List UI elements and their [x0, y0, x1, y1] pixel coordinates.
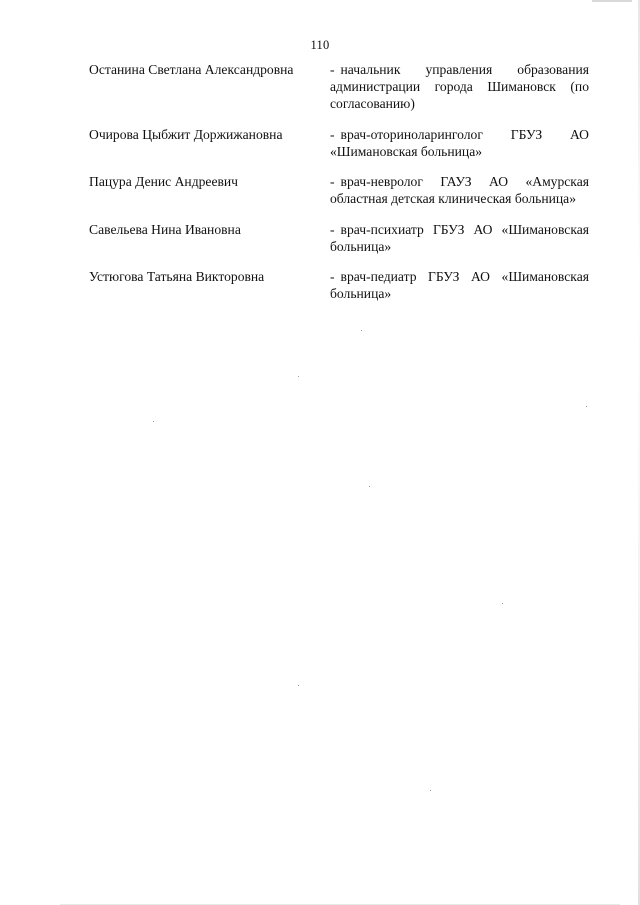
scan-speck	[430, 790, 431, 791]
member-role-text: врач-психиатр ГБУЗ АО «Шимановская больница»	[330, 222, 589, 254]
member-role-text: врач-невролог ГАУЗ АО «Амурская областная детская клиническая больница»	[330, 174, 589, 206]
member-name: Останина Светлана Александровна	[89, 62, 294, 77]
scan-speck	[298, 376, 299, 377]
scan-speck	[502, 603, 503, 604]
scan-speck	[298, 685, 299, 686]
member-name: Пацура Денис Андреевич	[89, 174, 239, 189]
dash-separator: -	[330, 174, 335, 189]
scan-speck	[153, 421, 154, 422]
scan-speck	[369, 486, 370, 487]
member-name: Устюгова Татьяна Викторовна	[89, 269, 265, 284]
member-name: Савельева Нина Ивановна	[89, 222, 241, 237]
page-number: 110	[310, 38, 330, 52]
member-role	[330, 126, 589, 160]
member-name: Очирова Цыбжит Доржижановна	[89, 127, 283, 142]
scan-corner-mark	[592, 0, 632, 2]
member-role-text: врач-педиатр ГБУЗ АО «Шимановская больница»	[330, 269, 589, 301]
member-role-text: врач-оториноларинголог ГБУЗ АО «Шимановская больница»	[330, 127, 589, 159]
member-role-text: начальник управления образования администрации города Шимановск (по согласованию)	[330, 62, 589, 111]
scan-speck	[586, 406, 587, 407]
member-role	[330, 221, 589, 255]
dash-separator: -	[330, 62, 335, 77]
dash-separator: -	[330, 222, 335, 237]
dash-separator: -	[330, 269, 335, 284]
member-role	[330, 173, 589, 207]
member-role	[330, 268, 589, 302]
dash-separator: -	[330, 127, 335, 142]
scan-speck	[361, 330, 362, 331]
member-role	[330, 61, 589, 112]
